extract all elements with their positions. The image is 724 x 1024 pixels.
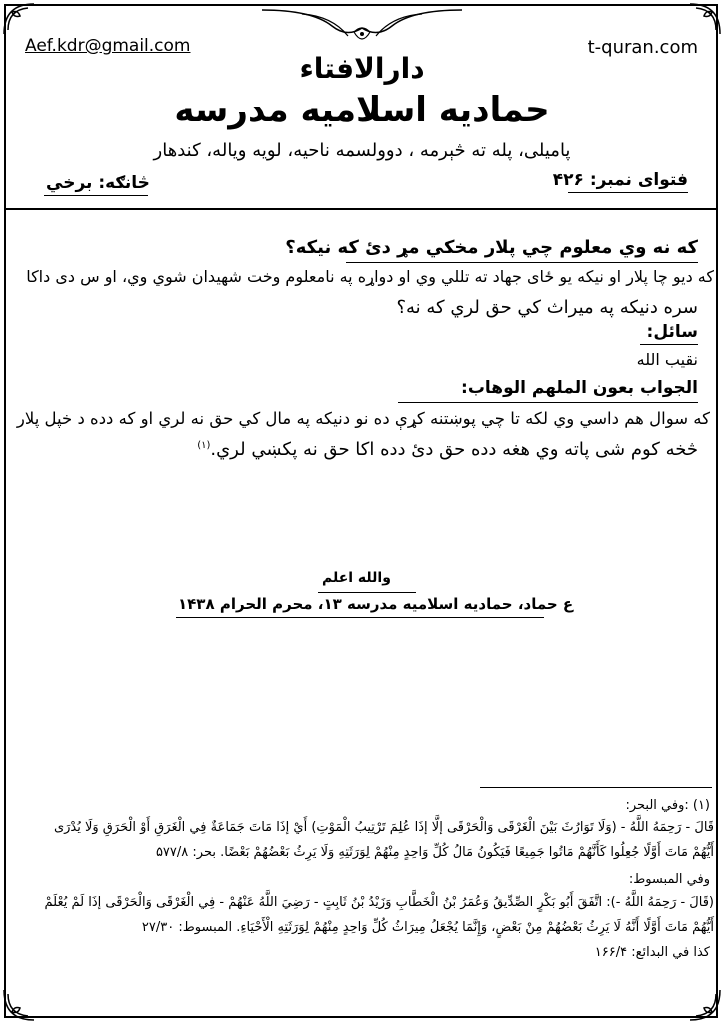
fatwa-number: فتوای نمبر: ۴۲۶ (552, 170, 688, 190)
asker-name: نقیب الله (636, 350, 698, 369)
answer-heading-underline (398, 402, 698, 403)
signature-line: ع حماد، حمادیه اسلامیه مدرسه ۱۳، محرم الحرام ۱۴۳۸ (178, 595, 574, 613)
footnote-line: قَالَ - رَحِمَهُ اللَّهُ - (وَلَا تَوَارُثَ بَيْنَ الْغَرْقَى وَالْحَرْقَى إلَّا إذَا عُلِمَ تَرْتِيبُ الْمَوْتِ) أَيْ إذَا مَاتَ جَمَاعَةٌ فِي الْغَرَقِ أَوْ الْحَرَقِ وَلَا يُدْرَى (53, 820, 714, 835)
question-text-line: که دیو چا پلار او نیکه یو ځای جهاد ته تللي وي او دواړه په نامعلوم وخت شهیدان شوي وي، او س دی داکا (26, 267, 714, 286)
answer-heading: الجواب بعون الملهم الوهاب: (461, 378, 698, 398)
closing-phrase: والله اعلم (322, 570, 391, 586)
question-heading-underline (346, 262, 698, 263)
header-ornament (262, 6, 462, 50)
contact-email[interactable]: Aef.kdr@gmail.com (25, 36, 191, 56)
institute-title: دارالافتاء (299, 52, 425, 85)
answer-text-line (197, 439, 698, 460)
asker-label: سائل: (646, 322, 698, 342)
fatwa-number-underline (568, 192, 688, 193)
footnote-line: كذا في البدائع: ۱۶۶/۴ (594, 945, 710, 960)
footnote-line: أَيُّهُمْ مَاتَ أَوَّلًا جُعِلُوا كَأَنَّهُمْ مَاتُوا جَمِيعًا فَيَكُونُ مَالُ كُلِّ وَاحِدٍ مِنْهُمْ لِوَرَثَتِهِ وَلَا يَرِثُ بَعْضُهُمْ بَعْضًا. بحر: ۵۷۷/۸ (155, 845, 714, 860)
footnote-reference[interactable]: (۱) (197, 440, 211, 451)
corner-ornament-top-left (2, 2, 36, 36)
asker-label-underline (640, 344, 698, 345)
section-label: څانګه: برخي (46, 173, 150, 193)
madrasa-title: حمادیه اسلامیه مدرسه (174, 90, 550, 130)
footnote-line: (۱) :وفي البحر: (625, 798, 710, 813)
signature-underline (176, 617, 544, 618)
header-divider (6, 208, 718, 210)
address-line: پامیلی، پله ته څېرمه ، دوولسمه ناحیه، لویه ویاله، کندهار (153, 140, 571, 161)
question-heading: که نه وي معلوم چي پلار مخکي مړ دئ که نیکه؟ (285, 237, 698, 258)
website-address[interactable]: t-quran.com (587, 37, 698, 58)
question-text-line: سره دنیکه په میراث کي حق لري که نه؟ (396, 297, 698, 318)
corner-ornament-top-right (688, 2, 722, 36)
footnote-line: وفي المبسوط: (628, 872, 710, 887)
closing-phrase-underline (318, 592, 416, 593)
answer-text-line: که سوال هم داسي وي لکه تا چي پوښتنه کړې ده نو دنیکه په مال کي حق نه لري او که دده د خپل پلار (16, 409, 710, 428)
section-underline (44, 195, 148, 196)
answer-text-content: څخه کوم شی پاته وي هغه دده حق دئ دده اکا حق نه پکښي لري. (210, 439, 698, 460)
corner-ornament-bottom-left (2, 988, 36, 1022)
corner-ornament-bottom-right (688, 988, 722, 1022)
footnote-line: أَيُّهُمْ مَاتَ أَوَّلًا أَنَّهُ لَا يَرِثُ بَعْضُهُمْ مِنْ بَعْضٍ، وَإِنَّمَا يُجْعَلُ مِيرَاثُ كُلِّ وَاحِدٍ مِنْهُمْ لِوَرَثَتِهِ الْأَحْيَاءِ. المبسوط: ۲۷/۳۰ (141, 920, 714, 935)
footnote-line: (قَالَ - رَحِمَهُ اللَّهُ -): اتَّفَقَ أَبُو بَكْرٍ الصِّدِّيقُ وَعُمَرُ بْنُ الْخَطَّابِ وَزَيْدُ بْنُ ثَابِتٍ - رَضِيَ اللَّهُ عَنْهُمْ - فِي الْغَرْقَى وَالْحَرْقَى إذَا لَمْ يُعْلَمْ (44, 895, 714, 910)
footnote-separator (480, 787, 712, 788)
